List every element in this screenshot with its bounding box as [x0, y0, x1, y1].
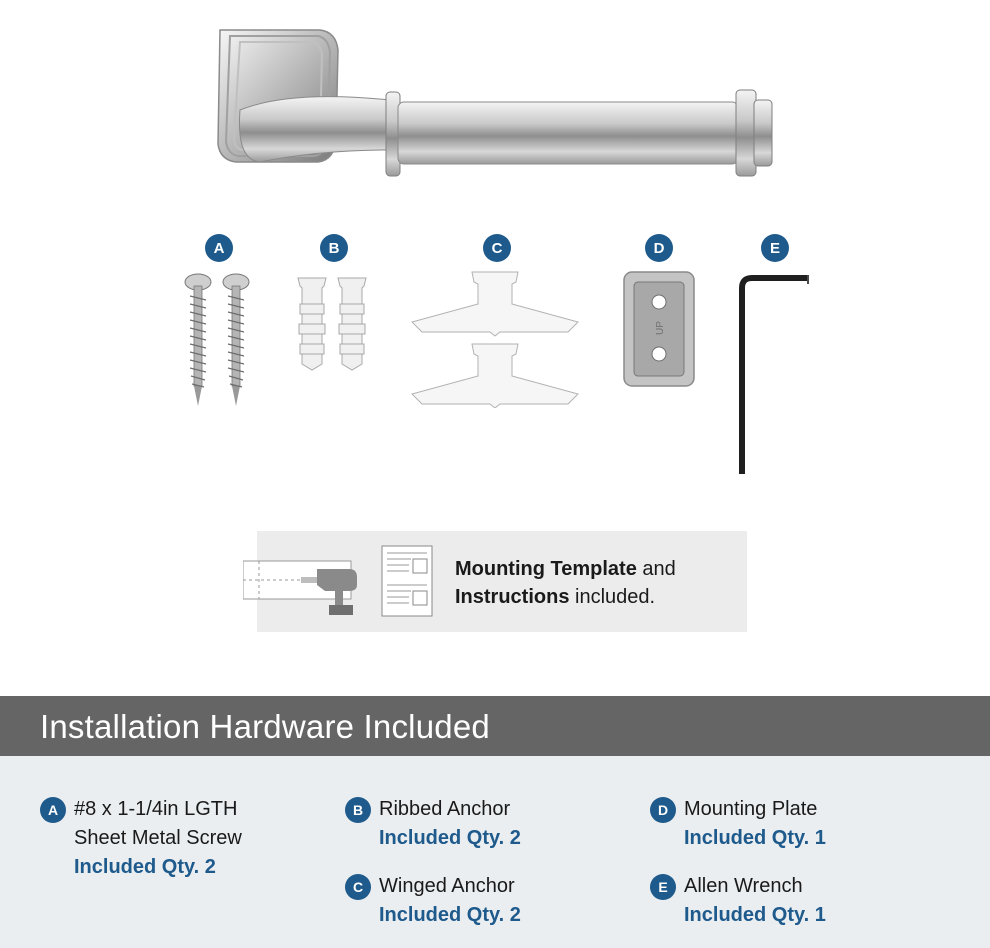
toilet-paper-holder-image [200, 10, 790, 190]
instructions-sheet-icon [381, 545, 433, 617]
item-a-badge: A [40, 797, 66, 823]
item-e-name: Allen Wrench [684, 875, 803, 897]
item-e-badge: E [650, 874, 676, 900]
item-d-badge: D [650, 797, 676, 823]
mounting-template-panel [257, 531, 747, 632]
part-c-badge: C [483, 234, 511, 262]
item-b-name: Ribbed Anchor [379, 798, 511, 820]
plate-marking: UP [655, 321, 666, 335]
item-b-qty: Included Qty. 2 [379, 827, 521, 849]
part-e-badge: E [761, 234, 789, 262]
part-a-badge: A [205, 234, 233, 262]
section-title: Installation Hardware Included [40, 708, 490, 745]
template-text-2: included. [569, 586, 656, 608]
part-b-badge: B [320, 234, 348, 262]
ribbed-anchors-image [292, 274, 376, 374]
item-e-qty: Included Qty. 1 [684, 904, 826, 926]
item-a-qty: Included Qty. 2 [74, 856, 216, 878]
hardware-list-section [0, 696, 990, 948]
item-d-name: Mounting Plate [684, 798, 818, 820]
item-c-badge: C [345, 874, 371, 900]
drill-icon [243, 555, 367, 619]
item-a-name-line2: Sheet Metal Screw [74, 827, 242, 849]
section-header [0, 696, 990, 756]
template-text-1: and [636, 558, 676, 580]
item-b-badge: B [345, 797, 371, 823]
template-note [455, 555, 676, 611]
template-bold-2: Instructions [455, 586, 570, 608]
allen-wrench-image [734, 270, 814, 480]
template-bold-1: Mounting Template [455, 558, 637, 580]
item-d-qty: Included Qty. 1 [684, 827, 826, 849]
mounting-plate-image [622, 270, 696, 388]
sheet-metal-screws-image [178, 272, 258, 410]
part-d-badge: D [645, 234, 673, 262]
item-c-qty: Included Qty. 2 [379, 904, 521, 926]
winged-anchors-image [408, 268, 582, 408]
item-a-name-line1: #8 x 1-1/4in LGTH [74, 798, 238, 820]
item-c-name: Winged Anchor [379, 875, 515, 897]
